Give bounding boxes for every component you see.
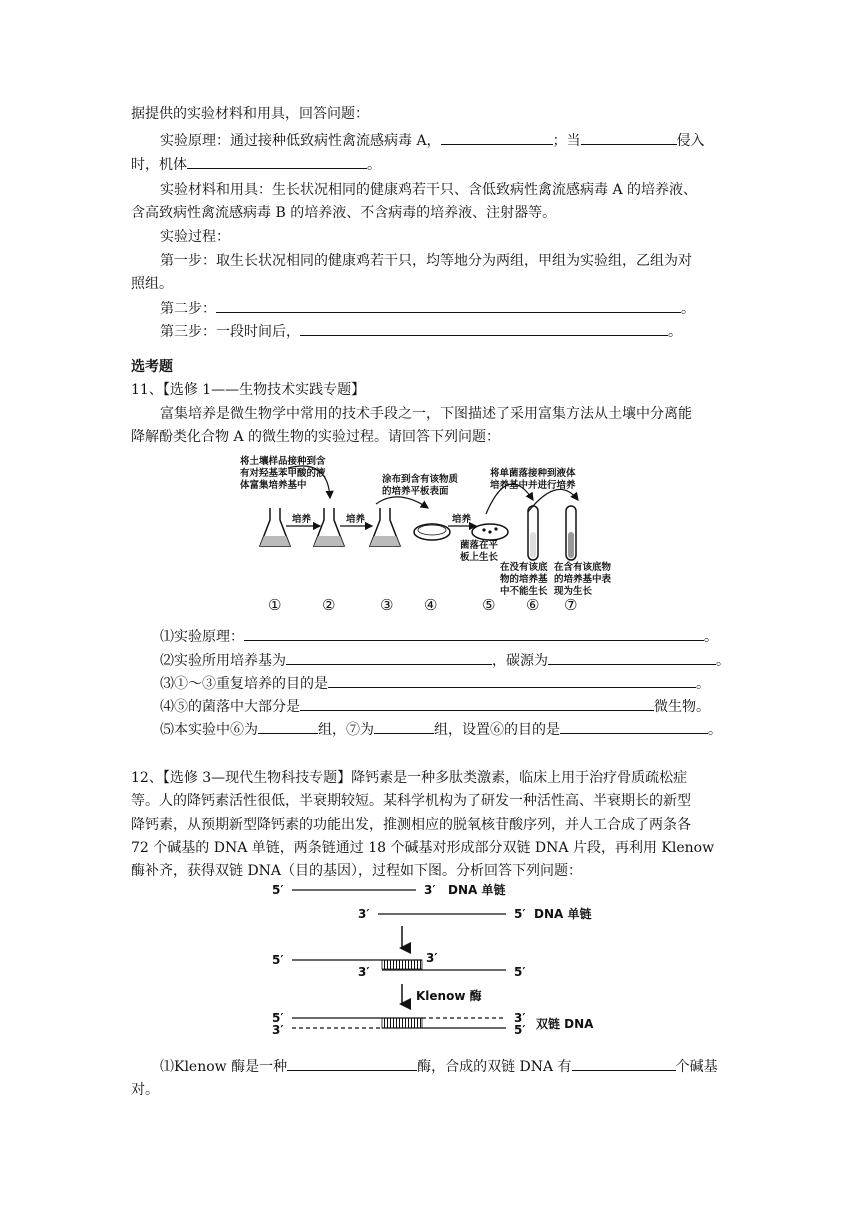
answer-blank[interactable]	[581, 130, 677, 145]
text-span: ⑵实验所用培养基为	[160, 653, 286, 669]
answer-blank[interactable]	[187, 154, 367, 169]
figure-label: 培养基中并进行培养	[490, 480, 576, 491]
strand-end-label: 3′	[358, 965, 370, 979]
text-line	[160, 719, 722, 740]
strand-label: 双链 DNA	[536, 1017, 594, 1031]
text-span: 组，设置⑥的目的是	[434, 722, 560, 738]
text-line: 据提供的实验材料和用具，回答问题：	[131, 106, 369, 122]
figure-number: ③	[380, 596, 394, 614]
text-span: 侵入	[676, 133, 705, 149]
text-line: 富集培养是微生物学中常用的技术手段之一，下图描述了采用富集方法从土壤中分离能	[160, 406, 692, 422]
text-line	[160, 321, 682, 342]
strand-label: DNA 单链	[448, 883, 506, 897]
strand-label: DNA 单链	[534, 907, 592, 921]
figure-label: 培养	[292, 514, 312, 525]
text-line: 12、【选修 3—现代生物科技专题】降钙素是一种多肽类激素，临床上用于治疗骨质疏松症	[131, 770, 688, 786]
text-span: ⑸本实验中⑥为	[160, 722, 258, 738]
strand-end-label: 5′	[514, 1023, 526, 1037]
answer-blank[interactable]	[441, 130, 553, 145]
figure-label: 菌落在平	[460, 540, 499, 551]
text-span: 个碱基	[675, 1059, 718, 1075]
text-line	[160, 130, 705, 151]
text-span: 。	[367, 157, 381, 173]
text-line	[160, 673, 710, 694]
strand-end-label: 3′	[358, 907, 370, 921]
text-span: ⑷⑤的菌落中大部分是	[160, 699, 300, 715]
text-span: ⑴实验原理：	[160, 629, 244, 645]
text-line: 酶补齐，获得双链 DNA（目的基因），过程如下图。分析回答下列问题：	[131, 863, 583, 879]
figure-label: 板上生长	[460, 552, 499, 563]
answer-blank[interactable]	[560, 719, 708, 734]
enzyme-label: Klenow 酶	[416, 989, 482, 1003]
figure-label: 培养	[346, 514, 366, 525]
dna-synthesis-figure	[266, 880, 598, 1040]
strand-end-label: 5′	[272, 1011, 284, 1025]
text-line: 实验材料和用具：生长状况相同的健康鸡若干只、含低致病性禽流感病毒 A 的培养液、	[160, 182, 698, 198]
figure-label: 的培养基中表	[554, 574, 612, 585]
figure-label: 有对羟基苯甲酸的液	[240, 468, 326, 479]
strand-end-label: 3′	[426, 951, 438, 965]
figure-number: ⑤	[482, 596, 496, 614]
figure-label: 在含有该底物	[554, 562, 612, 573]
text-span: 。	[708, 722, 722, 738]
text-line: 降钙素，从预期新型降钙素的功能出发，推测相应的脱氧核苷酸序列，并人工合成了两条各	[131, 817, 691, 833]
text-line: 等。人的降钙素活性很低，半衰期较短。某科学机构为了研发一种活性高、半衰期长的新型	[131, 793, 691, 809]
figure-label: 在没有该底	[500, 562, 548, 573]
text-span: ⑴Klenow 酶是一种	[160, 1059, 288, 1075]
text-line: 72 个碱基的 DNA 单链，两条链通过 18 个碱基对形成部分双链 DNA 片段，再利用 Klenow	[131, 840, 715, 856]
figure-label: 将土壤样品接种到含	[240, 456, 326, 467]
text-span: 。	[716, 653, 730, 669]
text-line	[160, 298, 695, 319]
text-span: 酶，合成的双链 DNA 有	[417, 1059, 572, 1075]
figure-label: 中不能生长	[500, 586, 548, 597]
answer-blank[interactable]	[286, 650, 492, 665]
text-line	[160, 1056, 718, 1077]
answer-blank[interactable]	[374, 719, 434, 734]
text-span: 实验原理：通过接种低致病性禽流感病毒 A，	[160, 133, 441, 149]
text-line: 对。	[131, 1082, 159, 1098]
text-line	[160, 626, 718, 647]
figure-label: 将单菌落接种到液体	[490, 468, 576, 479]
text-line	[131, 154, 381, 175]
figure-number: ④	[424, 596, 438, 614]
strand-end-label: 5′	[272, 883, 284, 897]
figure-label: 的培养平板表面	[382, 486, 449, 497]
section-title: 选考题	[131, 359, 173, 375]
text-span: 组，⑦为	[318, 722, 374, 738]
text-span: ，碳源为	[492, 653, 548, 669]
text-span: 。	[696, 676, 710, 692]
text-line: 含高致病性禽流感病毒 B 的培养液、不含病毒的培养液、注射器等。	[131, 205, 557, 221]
strand-end-label: 3′	[272, 1023, 284, 1037]
text-line: 照组。	[131, 276, 173, 292]
figure-label: 培养	[452, 514, 472, 525]
strand-end-label: 5′	[514, 965, 526, 979]
text-span: ；当	[552, 133, 581, 149]
strand-end-label: 5′	[514, 907, 526, 921]
answer-blank[interactable]	[328, 673, 696, 688]
text-line: 降解酚类化合物 A 的微生物的实验过程。请回答下列问题：	[131, 429, 501, 445]
answer-blank[interactable]	[300, 321, 668, 336]
figure-number: ⑥	[526, 596, 540, 614]
text-line: 实验过程：	[160, 229, 230, 245]
figure-label: 涂布到含有该物质	[382, 474, 459, 485]
text-line	[160, 696, 710, 717]
text-span: 。	[681, 301, 695, 317]
strand-end-label: 3′	[424, 883, 436, 897]
text-span: 第二步：	[160, 301, 216, 317]
text-line	[160, 650, 730, 671]
text-span: 。	[704, 629, 718, 645]
answer-blank[interactable]	[258, 719, 318, 734]
figure-label: 体富集培养基中	[240, 480, 307, 491]
figure-number: ②	[322, 596, 336, 614]
answer-blank[interactable]	[244, 626, 704, 641]
text-span: 第三步：一段时间后，	[160, 324, 300, 340]
text-span: 。	[668, 324, 682, 340]
answer-blank[interactable]	[287, 1056, 417, 1071]
text-span: 时，机体	[131, 157, 187, 173]
answer-blank[interactable]	[216, 298, 681, 313]
figure-number: ①	[268, 596, 282, 614]
figure-label: 物的培养基	[500, 574, 548, 585]
answer-blank[interactable]	[300, 696, 654, 711]
question-title: 11、【选修 1——生物技术实践专题】	[131, 382, 366, 398]
text-span: ⑶①～③重复培养的目的是	[160, 676, 328, 692]
figure-label: 现为生长	[554, 586, 593, 597]
answer-blank[interactable]	[572, 1056, 676, 1071]
strand-end-label: 5′	[272, 953, 284, 967]
strand-end-label: 3′	[514, 1011, 526, 1025]
answer-blank[interactable]	[548, 650, 716, 665]
enrichment-culture-figure	[228, 452, 640, 618]
figure-number: ⑦	[564, 596, 578, 614]
text-span: 微生物。	[654, 699, 710, 715]
text-line: 第一步：取生长状况相同的健康鸡若干只，均等地分为两组，甲组为实验组，乙组为对	[160, 253, 692, 269]
